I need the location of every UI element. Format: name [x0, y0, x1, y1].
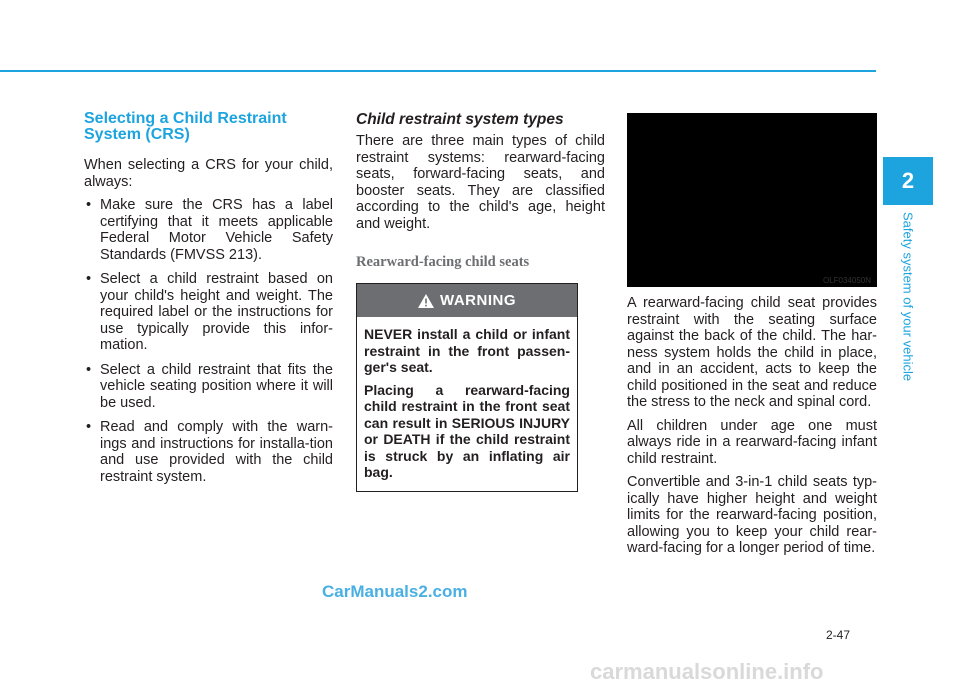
header-rule [0, 70, 876, 72]
rearward-text: All children under age one must always ride in a rearward-facing infant child restraint. [627, 417, 877, 467]
image-code: OLF034050N [822, 276, 871, 285]
rearward-text: Convertible and 3-in-1 child seats typ-ically have higher height and weight limits for the rearward-facing position, allowing you to keep your child rear-ward-facing for a longer period of time. [627, 474, 877, 556]
warning-header [357, 284, 577, 317]
warning-text: NEVER install a child or infant restraint in the front passen-ger's seat. [364, 326, 570, 375]
section-heading-selecting-crs: Selecting a Child Restraint System (CRS) [84, 110, 287, 143]
rearward-text: A rearward-facing child seat provides restraint with the seating surface against the back of the child. The har-ness system holds the child in place, and in an accident, acts to keep the child positioned in the seat and reduce the stress to the neck and spinal cord. [627, 295, 877, 410]
chapter-number: 2 [901, 168, 915, 193]
crs-types-text: There are three main types of child restraint systems: rearward-facing seats, forward-facing seats, and booster seats. They are classified according to the child's age, height and weight. [356, 133, 605, 232]
list-item: • Make sure the CRS has a label certifying that it meets applicable Federal Motor Vehicle Safety Standards (FMVSS 213). [84, 197, 333, 263]
list-item: • Select a child restraint based on your child's height and weight. The required label or the instructions for use typically provide this infor-mation. [84, 271, 333, 354]
warning-title: WARNING [440, 292, 516, 309]
warning-text: Placing a rearward-facing child restraint in the front seat can result in SERIOUS INJURY or DEATH if the child restraint is struck by an inflating air bag. [364, 381, 570, 480]
column-right [627, 113, 877, 564]
warning-body [357, 317, 577, 491]
rearward-seat-illustration [627, 113, 877, 287]
column-middle [356, 111, 605, 492]
chapter-tab [883, 157, 933, 205]
watermark-link[interactable]: CarManuals2.com [322, 582, 468, 601]
chapter-title: Safety system of your vehicle [900, 212, 916, 382]
chapter-title-vertical [898, 212, 918, 402]
subheading-rearward-facing: Rearward-facing child seats [356, 254, 530, 270]
warning-box [356, 283, 578, 492]
intro-text: When selecting a CRS for your child, always: [84, 157, 333, 190]
page-number: 2-47 [826, 628, 851, 642]
watermark-footer: carmanualsonline.info [590, 659, 824, 684]
column-left [84, 111, 333, 493]
crs-selection-list [84, 197, 333, 485]
section-heading-crs-types: Child restraint system types [356, 111, 564, 128]
list-item: • Select a child restraint that fits the vehicle seating position where it will be used. [84, 362, 333, 412]
warning-triangle-icon [418, 294, 434, 308]
list-item: • Read and comply with the warn-ings and instructions for installa-tion and use provided with the child restraint system. [84, 419, 333, 485]
